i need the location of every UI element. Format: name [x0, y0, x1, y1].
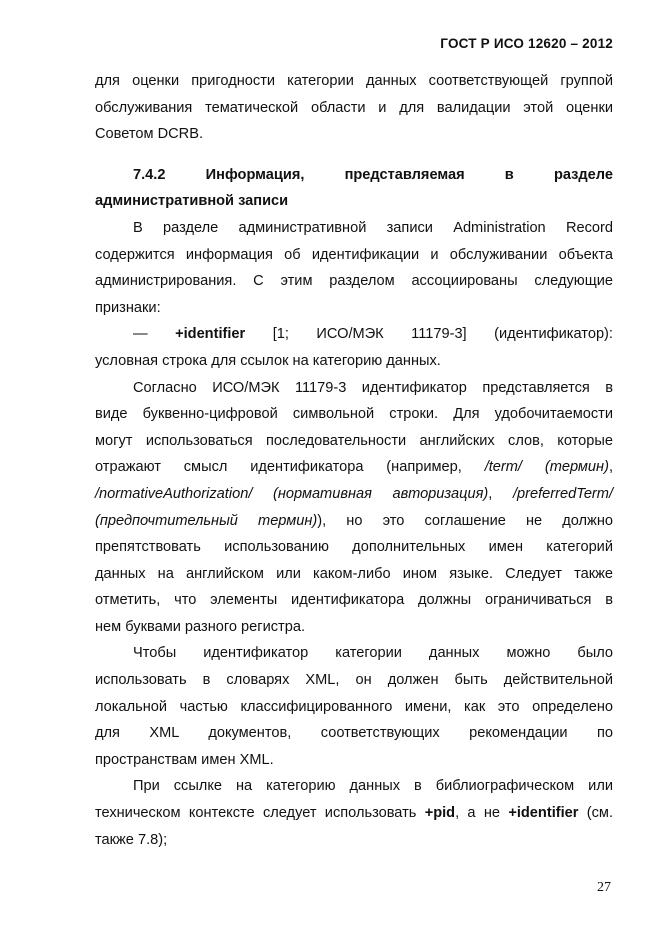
text-line: администрирования. С этим разделом ассоциированы следующие — [95, 273, 613, 290]
heading-line-1: 7.4.2 Информация, представляемая в разделе — [133, 166, 613, 183]
text-line: локальной частью классифицированного имени, как это определено — [95, 698, 613, 715]
attribute-reference: [1; ИСО/МЭК 11179-3] — [272, 326, 467, 343]
text-line: могут использоваться последовательности английских слов, которые — [95, 432, 613, 449]
text-line: виде буквенно-цифровой символьной строки. Для удобочитаемости — [95, 406, 613, 423]
text-line — [95, 800, 613, 827]
paragraph-3 — [95, 375, 613, 641]
text-line: препятствовать использованию дополнительных имен категорий — [95, 539, 613, 556]
text-line — [95, 454, 613, 481]
text-line: При ссылке на категорию данных в библиографическом или — [133, 778, 613, 795]
dash-marker: — — [133, 326, 148, 343]
text-line: нем буквами разного регистра. — [95, 618, 306, 635]
text-segment: (см. — [586, 805, 614, 822]
attribute-gloss: (идентификатор): — [494, 326, 613, 343]
paragraph-5 — [95, 773, 613, 853]
text-line: признаки: — [95, 299, 161, 316]
attribute-name: +identifier — [508, 805, 579, 822]
page-number: 27 — [597, 880, 611, 895]
text-line: Чтобы идентификатор категории данных можно было — [133, 645, 613, 662]
text-line: Согласно ИСО/МЭК 11179-3 идентификатор представляется в — [133, 379, 613, 396]
list-item-line-2: условная строка для ссылок на категорию данных. — [95, 352, 441, 369]
paragraph-1 — [95, 68, 613, 148]
text-segment: , — [608, 459, 613, 476]
list-item — [95, 321, 613, 374]
list-item-line-1 — [95, 321, 613, 348]
paragraph-4 — [95, 640, 613, 773]
text-line — [95, 508, 613, 535]
text-line: обслуживания тематической области и для валидации этой оценки — [95, 99, 613, 116]
attribute-name: +pid — [424, 805, 456, 822]
attribute-name: +identifier — [175, 326, 246, 343]
italic-term: (предпочтительный термин) — [95, 512, 318, 529]
document-header: ГОСТ Р ИСО 12620 – 2012 — [440, 36, 613, 51]
text-line: отметить, что элементы идентификатора должны ограничиваться в — [95, 592, 613, 609]
text-segment: ), но это соглашение не должно — [317, 512, 613, 529]
text-line: содержится информация об идентификации и обслуживании объекта — [95, 246, 613, 263]
italic-term: /normativeAuthorization/ (нормативная авторизация) — [95, 485, 489, 502]
italic-term: /preferredTerm/ — [512, 485, 614, 502]
text-line: В разделе административной записи Administration Record — [133, 219, 613, 236]
section-heading — [95, 162, 613, 215]
document-body — [95, 68, 613, 853]
text-line — [95, 481, 613, 508]
text-segment: , а не — [455, 805, 501, 822]
text-segment: отражают смысл идентификатора (например, — [95, 459, 462, 476]
text-line: также 7.8); — [95, 831, 168, 848]
text-line: данных на английском или каком-либо ином языке. Следует также — [95, 565, 613, 582]
paragraph-2 — [95, 215, 613, 321]
text-segment: техническом контексте следует использовать — [95, 805, 417, 822]
text-line: Советом DCRB. — [95, 126, 204, 143]
text-line: для оценки пригодности категории данных соответствующей группой — [95, 73, 613, 89]
text-segment: , — [488, 485, 493, 502]
heading-line-2: административной записи — [95, 193, 289, 210]
text-line: использовать в словарях XML, он должен быть действительной — [95, 672, 613, 689]
italic-term: /term/ (термин) — [484, 459, 609, 476]
text-line: пространствам имен XML. — [95, 751, 274, 768]
text-line: для XML документов, соответствующих рекомендации по — [95, 725, 613, 742]
